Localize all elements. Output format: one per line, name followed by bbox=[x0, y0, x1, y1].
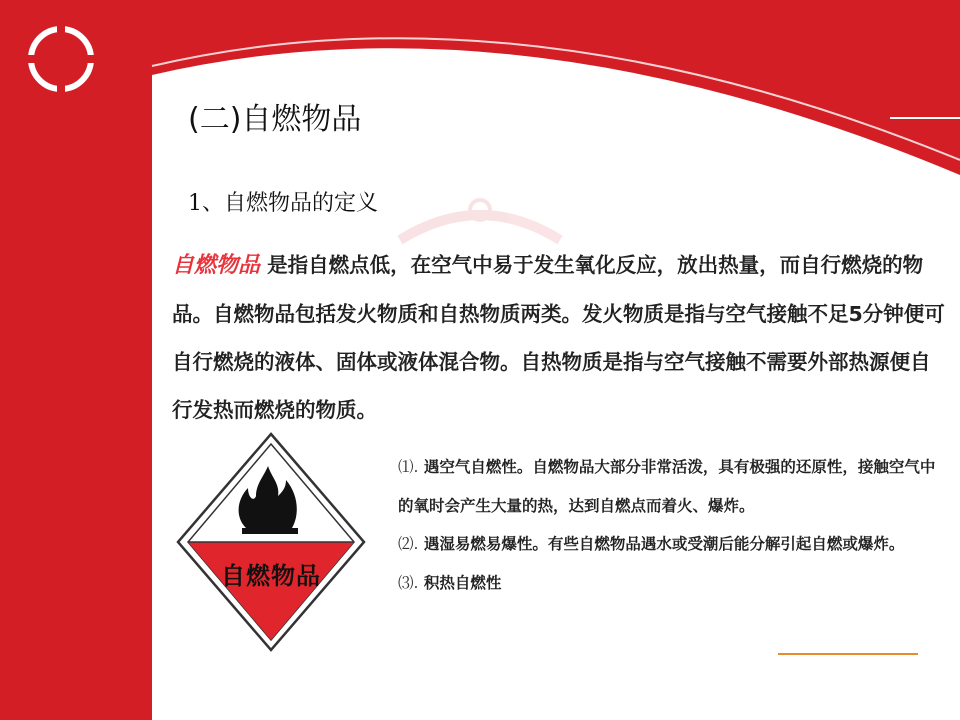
decorative-underline bbox=[778, 653, 918, 655]
property-item bbox=[398, 525, 946, 564]
property-item bbox=[398, 448, 946, 525]
property-item bbox=[398, 564, 946, 603]
property-number: ⑴. bbox=[398, 458, 419, 476]
slide-title: (二)自燃物品 bbox=[188, 102, 362, 137]
property-text: 遇湿易燃易爆性。有些自燃物品遇水或受潮后能分解引起自燃或爆炸。 bbox=[423, 535, 905, 553]
property-text: 遇空气自燃性。自燃物品大部分非常活泼，具有极强的还原性，接触空气中的氧时会产生大量的热，达到自燃点而着火、爆炸。 bbox=[398, 458, 936, 515]
property-number: ⑵. bbox=[398, 535, 419, 553]
hazard-sign bbox=[176, 432, 366, 652]
property-number: ⑶. bbox=[398, 573, 419, 592]
definition-text: 是指自燃点低，在空气中易于发生氧化反应，放出热量，而自行燃烧的物品。自燃物品包括发火物质和自热物质两类。发火物质是指与空气接触不足5分钟便可自行燃烧的液体、固体或液体混合物。自热物质是指与空气接触不需要外部热源便自行发热而燃烧的物质。 bbox=[172, 253, 945, 422]
definition-term: 自燃物品 bbox=[172, 253, 261, 278]
hazard-sign-label: 自燃物品 bbox=[221, 562, 321, 590]
property-text: 积热自燃性 bbox=[423, 573, 502, 592]
definition-paragraph bbox=[172, 241, 950, 434]
properties-list bbox=[398, 448, 946, 602]
logo-ring-icon bbox=[24, 22, 98, 96]
section-subtitle: 1、自燃物品的定义 bbox=[188, 191, 378, 216]
